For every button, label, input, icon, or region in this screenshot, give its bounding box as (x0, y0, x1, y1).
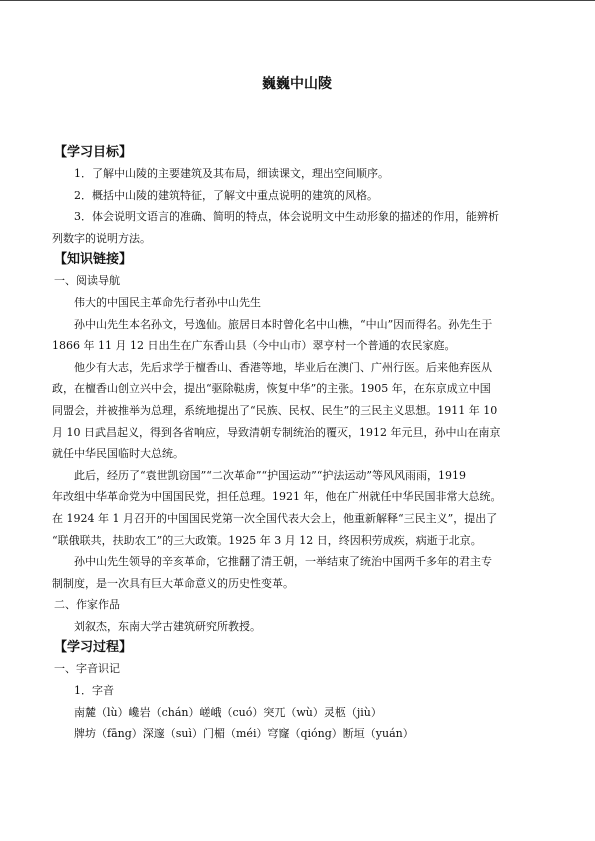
paragraph-2-line-3: 同盟会，并被推举为总理，系统地提出了“民族、民权、民生”的三民主义思想。1911 年 10 (52, 403, 498, 417)
paragraph-2-line-2: 政，在檀香山创立兴中会，提出“驱除鞑虏，恢复中华”的主张。1905 年，在东京成立中国 (52, 382, 491, 396)
paragraph-3-line-3: 在 1924 年 1 月召开的中国国民党第一次全国代表大会上，他重新解释“三民主义”，提出了 (52, 511, 498, 525)
paragraph-4-line-1: 孙中山先生领导的辛亥革命，它推翻了清王朝，一举结束了统治中国两千多年的君主专 (74, 555, 492, 569)
paragraph-3-line-4: “联俄联共，扶助农工”的三大政策。1925 年 3 月 12 日，终因积劳成疾，病逝于北京。 (52, 533, 482, 547)
section-heading-objectives: 【学习目标】 (54, 145, 133, 160)
document-page (52, 74, 542, 745)
intro-title: 伟大的中国民主革命先行者孙中山先生 (74, 295, 261, 309)
paragraph-2-line-1: 他少有大志，先后求学于檀香山、香港等地，毕业后在澳门、广州行医。后来他弃医从 (74, 360, 492, 374)
paragraph-2-line-4: 月 10 日武昌起义，得到各省响应，导致清朝专制统治的覆灭，1912 年元旦，孙中山在南京 (52, 425, 501, 439)
objective-item-2: 2．概括中山陵的建筑特征，了解文中重点说明的建筑的风格。 (74, 188, 378, 202)
paragraph-2 (52, 357, 542, 465)
item-pronunciation: 1．字音 (74, 684, 114, 698)
paragraph-4 (52, 551, 542, 594)
section-heading-knowledge: 【知识链接】 (54, 252, 133, 268)
author-info: 刘叙杰，东南大学古建筑研究所教授。 (74, 619, 261, 633)
page-title: 巍巍中山陵 (262, 76, 332, 92)
objective-item-3-cont: 列数字的说明方法。 (52, 231, 151, 245)
subheading-reading-guide: 一、阅读导航 (54, 274, 120, 288)
objective-item-3: 3．体会说明文语言的准确、简明的特点，体会说明文中生动形象的描述的作用，能辨析 (74, 210, 499, 224)
paragraph-1-line-2: 1866 年 11 月 12 日出生在广东香山县（今中山市）翠亨村一个普通的农民家庭。 (52, 339, 456, 353)
paragraph-4-line-2: 制制度，是一次具有巨大革命意义的历史性变革。 (52, 576, 294, 590)
top-border-line (0, 0, 595, 1)
pronunciation-line-1: 南麓（lù）巉岩（chán）嵯峨（cuó）突兀（wù）灵柩（jiù） (74, 705, 382, 719)
subheading-author-works: 二、作家作品 (54, 598, 120, 612)
paragraph-1-line-1: 孙中山先生本名孙文，号逸仙。旅居日本时曾化名中山樵，“中山”因而得名。孙先生于 (74, 317, 493, 331)
paragraph-1 (52, 314, 542, 357)
paragraph-2-line-5: 就任中华民国临时大总统。 (52, 447, 184, 461)
paragraph-3-line-2: 年改组中华革命党为中国国民党，担任总理。1921 年，他在广州就任中华民国非常大总统。 (52, 490, 502, 504)
objective-item-1: 1．了解中山陵的主要建筑及其布局，细读课文，理出空间顺序。 (74, 167, 389, 180)
pronunciation-line-2: 牌坊（fāng）深邃（suì）门楣（méi）穹窿（qióng）断垣（yuán） (74, 727, 414, 741)
section-heading-process: 【学习过程】 (54, 640, 133, 656)
subheading-pronunciation: 一、字音识记 (54, 662, 120, 676)
paragraph-3-line-1: 此后，经历了“袁世凯窃国”“二次革命”“护国运动”“护法运动”等风风雨雨，1919 (74, 468, 466, 482)
paragraph-3 (52, 465, 542, 551)
